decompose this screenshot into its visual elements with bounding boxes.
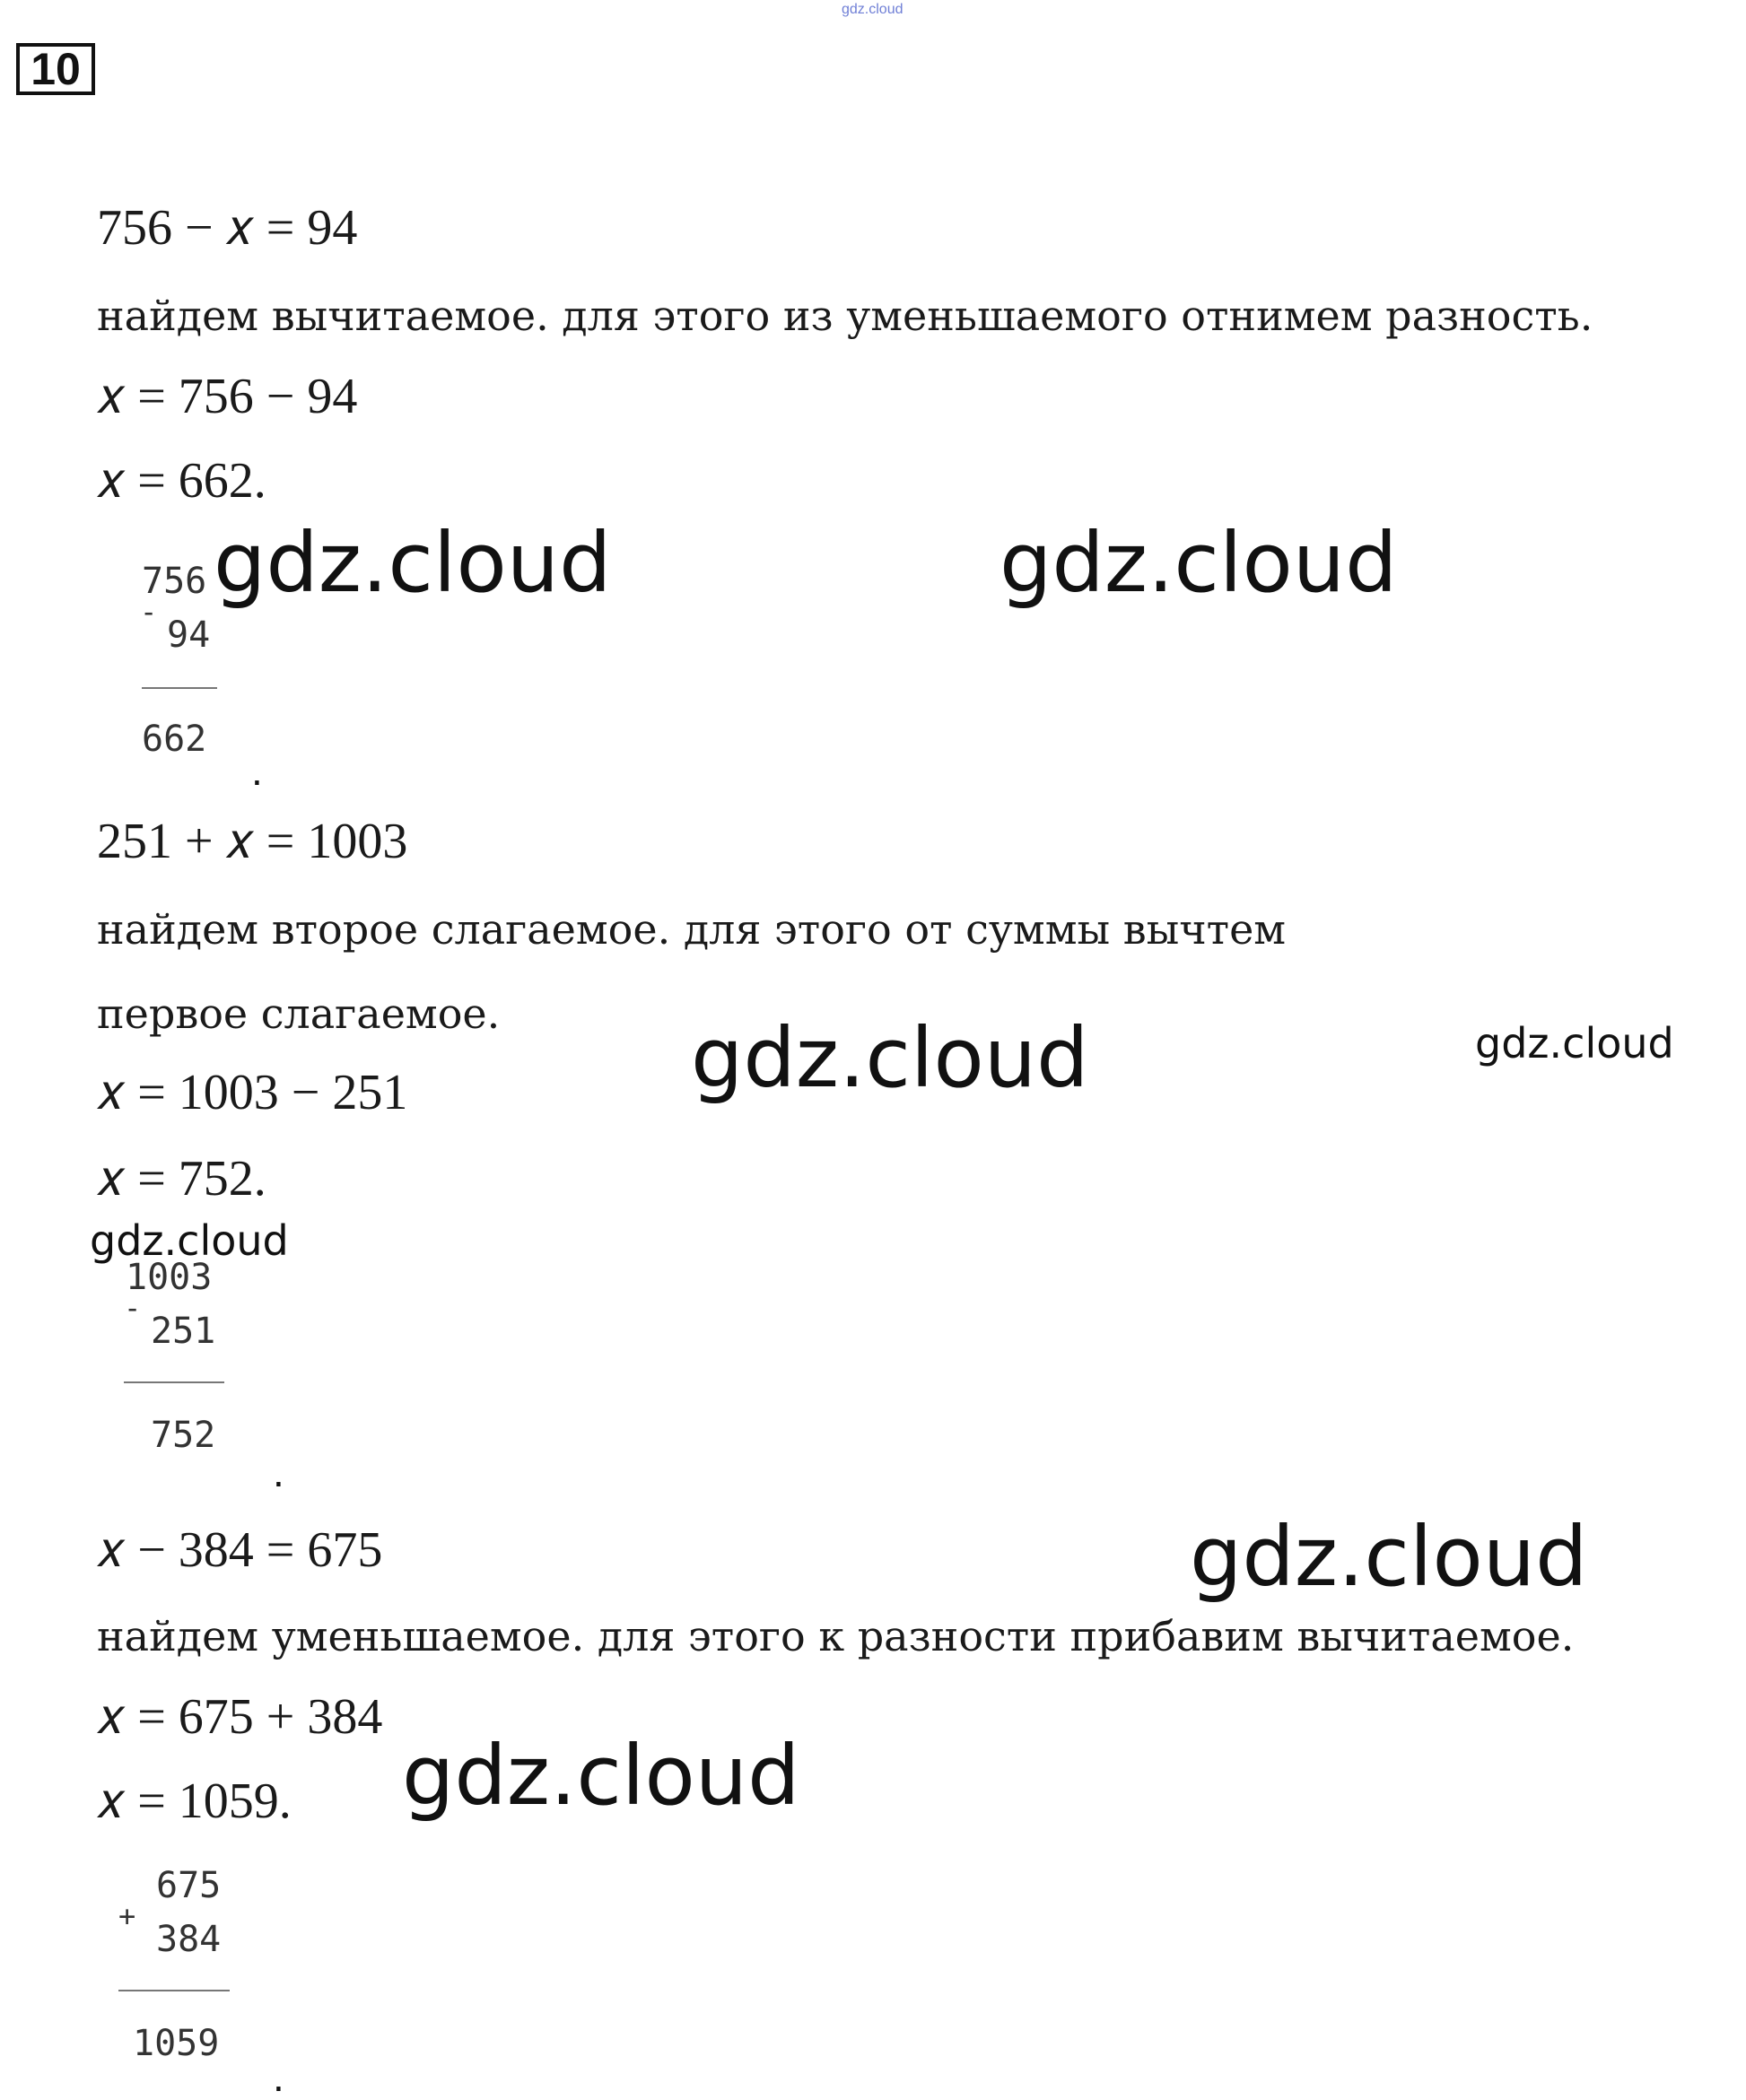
problem-2-step-1: 𝑥 = 1003 − 251 xyxy=(97,1065,408,1120)
problem-2-column-top: 1003 xyxy=(126,1257,213,1298)
problem-3-column-top: 675 xyxy=(156,1865,222,1906)
problem-1-equation: 756 − 𝑥 = 94 xyxy=(97,200,358,256)
problem-2-column-result: 752 xyxy=(151,1415,216,1456)
problem-2-step-2: 𝑥 = 752. xyxy=(97,1151,266,1207)
problem-3-column-dot: . xyxy=(273,2053,284,2100)
problem-2-equation: 251 + 𝑥 = 1003 xyxy=(97,814,408,869)
watermark: gdz.cloud xyxy=(90,1216,289,1265)
problem-2-explanation-line-1: найдем второе слагаемое. для этого от суммы вычтем xyxy=(97,905,1287,954)
problem-2-column-bottom: 251 xyxy=(151,1311,216,1352)
problem-3-column-operator: + xyxy=(118,1899,136,1933)
problem-3-column-bottom: 384 xyxy=(156,1919,222,1960)
problem-3-column-rule xyxy=(118,1990,230,1991)
problem-1-step-1: 𝑥 = 756 − 94 xyxy=(97,369,358,424)
problem-1-column-bottom: 94 xyxy=(167,614,211,656)
problem-2-column-dot: . xyxy=(273,1449,284,1495)
watermark: gdz.cloud xyxy=(1190,1509,1588,1605)
problem-1-column-operator: - xyxy=(140,595,158,629)
problem-1-explanation: найдем вычитаемое. для этого из уменьшаемого отнимем разность. xyxy=(97,292,1593,340)
problem-3-column-result: 1059 xyxy=(133,2023,220,2064)
problem-3-explanation: найдем уменьшаемое. для этого к разности прибавим вычитаемое. xyxy=(97,1612,1575,1660)
problem-1-column-top: 756 xyxy=(142,561,207,602)
problem-3-step-2: 𝑥 = 1059. xyxy=(97,1773,292,1829)
problem-3-equation: 𝑥 − 384 = 675 xyxy=(97,1522,383,1578)
problem-1-column-dot: . xyxy=(251,747,263,794)
watermark: gdz.cloud xyxy=(402,1728,800,1824)
source-watermark-top: gdz.cloud xyxy=(842,2,904,17)
watermark: gdz.cloud xyxy=(691,1010,1089,1106)
problem-2-column-operator: - xyxy=(124,1291,142,1325)
watermark: gdz.cloud xyxy=(1000,515,1398,611)
watermark: gdz.cloud xyxy=(214,515,612,611)
problem-3-step-1: 𝑥 = 675 + 384 xyxy=(97,1689,383,1745)
watermark: gdz.cloud xyxy=(1475,1019,1674,1067)
problem-1-column-rule xyxy=(142,687,217,689)
problem-1-column-result: 662 xyxy=(142,719,207,760)
problem-2-column-rule xyxy=(124,1381,224,1383)
problem-2-explanation-line-2: первое слагаемое. xyxy=(97,989,501,1038)
task-number-box: 10 xyxy=(16,43,95,95)
problem-1-step-2: 𝑥 = 662. xyxy=(97,453,266,509)
